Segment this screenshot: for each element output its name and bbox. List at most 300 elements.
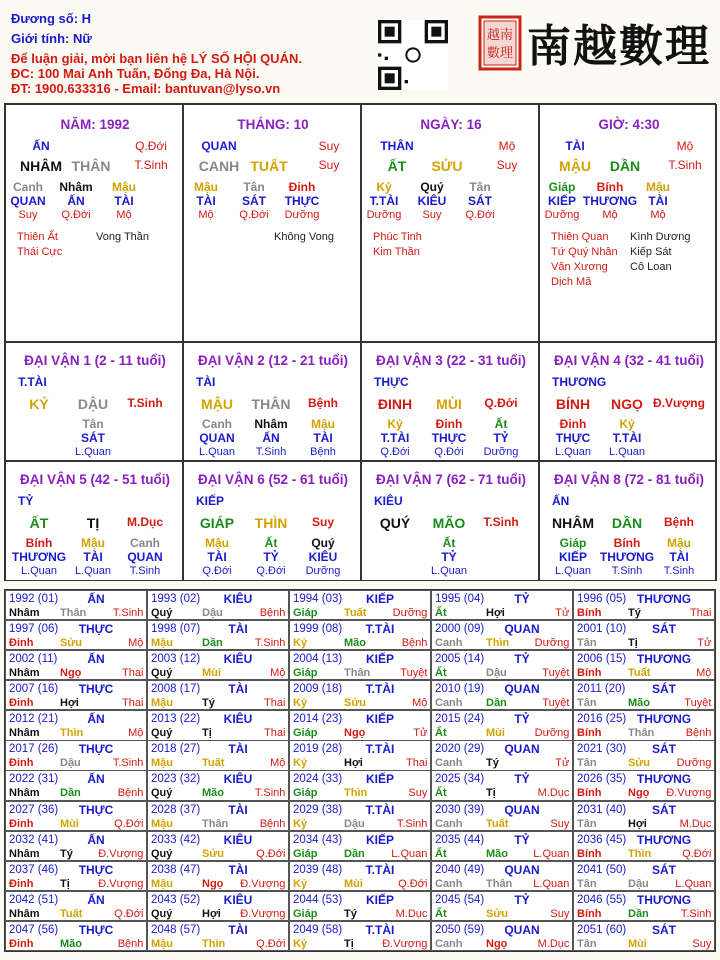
- year-branch: Tý: [486, 757, 499, 770]
- dai-van-stem: NHÂM: [552, 515, 594, 531]
- year-state: Tuyệt: [400, 667, 428, 680]
- year-cell: [147, 831, 289, 861]
- hidden-stem: Kỷ: [387, 417, 403, 431]
- than-sat-left: Thiên Ất: [17, 231, 58, 243]
- dai-van-star: THƯƠNG: [552, 375, 607, 389]
- dai-van-stem: QUÝ: [379, 515, 411, 531]
- year-cell: [147, 891, 289, 921]
- year-branch: Thân: [60, 607, 87, 619]
- dai-van-3: [361, 342, 539, 461]
- year-branch: Mùi: [60, 817, 79, 830]
- year-state: Bệnh: [117, 937, 144, 950]
- year-star: QUAN: [504, 682, 540, 697]
- year-star: THƯƠNG: [636, 592, 692, 606]
- year-label: 2009 (18): [293, 683, 343, 696]
- year-star: SÁT: [652, 802, 676, 817]
- year-stem: Giáp: [293, 667, 318, 680]
- year-branch: Tý: [60, 847, 73, 860]
- year-stem: Giáp: [293, 907, 318, 920]
- year-cell: [5, 770, 147, 800]
- year-state: Mộ: [128, 637, 144, 650]
- pillar-0: [5, 104, 183, 342]
- year-label: 2015 (24): [435, 713, 485, 726]
- year-label: 1995 (04): [435, 593, 485, 605]
- year-state: Đ.Vượng: [382, 937, 428, 950]
- year-state: Thai: [263, 727, 286, 740]
- year-label: 2002 (11): [9, 653, 58, 666]
- hidden-state: T.Sinh: [663, 565, 695, 577]
- year-stem: Giáp: [293, 847, 318, 860]
- dai-van-6: [183, 461, 361, 581]
- year-star: ẤN: [87, 712, 105, 727]
- hidden-star: TÀI: [313, 431, 333, 445]
- year-stem: Ất: [435, 847, 447, 860]
- year-stem: Mậu: [151, 877, 173, 890]
- year-star: T.TÀI: [365, 862, 395, 877]
- year-star: SÁT: [652, 922, 676, 937]
- year-cell: [573, 801, 715, 831]
- dai-van-4: [539, 342, 717, 461]
- year-stem: Canh: [435, 697, 463, 710]
- year-star: THƯƠNG: [636, 772, 692, 787]
- year-state: Dưỡng: [534, 637, 570, 650]
- year-state: L.Quan: [533, 847, 570, 860]
- year-branch: Tý: [628, 607, 641, 619]
- year-branch: Mão: [486, 847, 508, 860]
- hidden-state: Dưỡng: [305, 565, 341, 577]
- dai-van-8: [539, 461, 717, 581]
- pillar-1: [183, 104, 361, 342]
- hidden-state: L.Quan: [20, 565, 58, 577]
- year-branch: Thân: [202, 817, 229, 830]
- year-state: T.Sinh: [396, 817, 428, 830]
- year-branch: Ngọ: [344, 727, 366, 740]
- seal-logo: [478, 15, 522, 71]
- year-cell: [573, 590, 715, 620]
- year-star: TÀI: [228, 802, 248, 817]
- year-cell: [431, 740, 573, 770]
- hidden-star: SÁT: [242, 194, 266, 208]
- year-state: T.Sinh: [254, 637, 286, 650]
- year-cell: [289, 801, 431, 831]
- hidden-star: QUAN: [10, 194, 46, 208]
- year-star: TÀI: [228, 622, 248, 637]
- pillar-branch-state: T.Sinh: [668, 158, 702, 172]
- pillar-star-secondary: Mộ: [676, 139, 694, 153]
- hidden-star: TỶ: [441, 550, 457, 564]
- pillar-title: NĂM: 1992: [60, 117, 130, 132]
- year-star: THƯƠNG: [636, 832, 692, 847]
- pillar-star-secondary: Suy: [318, 139, 340, 153]
- year-branch: Mão: [628, 697, 650, 710]
- hidden-state: Dưỡng: [284, 209, 320, 221]
- year-stem: Tân: [577, 757, 597, 770]
- hidden-stem: Đinh: [559, 417, 587, 431]
- year-label: 1998 (07): [151, 623, 201, 636]
- year-cell: [5, 710, 147, 740]
- hidden-state: Bệnh: [310, 446, 336, 458]
- hidden-state: Dưỡng: [544, 209, 580, 221]
- year-label: 2017 (26): [9, 743, 59, 756]
- hidden-stem: Canh: [130, 536, 160, 550]
- year-state: Q.Đới: [114, 907, 144, 920]
- hidden-state: T.Sinh: [129, 565, 161, 577]
- year-stem: Canh: [435, 817, 463, 830]
- dai-van-title: ĐẠI VẬN 3 (22 - 31 tuổi): [375, 353, 527, 368]
- year-branch: Sửu: [486, 907, 509, 920]
- year-state: M.Dục: [679, 817, 712, 830]
- header-line-4: ĐT: 1900.633316 - Email: bantuvan@lyso.vn: [11, 81, 281, 96]
- pillar-star-secondary: Q.Đới: [135, 139, 167, 153]
- year-star: KIẾP: [365, 712, 395, 727]
- year-star: TÀI: [228, 862, 248, 877]
- hidden-state: L.Quan: [74, 446, 112, 458]
- svg-text:越南: 越南: [486, 28, 514, 43]
- year-state: Q.Đới: [398, 877, 428, 890]
- dai-van-branch-state: M.Dục: [127, 515, 163, 529]
- year-stem: Tân: [577, 937, 597, 950]
- year-state: Suy: [550, 817, 570, 830]
- year-stem: Nhâm: [9, 607, 40, 619]
- year-stem: Mậu: [151, 697, 173, 710]
- year-label: 1999 (08): [293, 623, 343, 636]
- hidden-stem: Ất: [494, 417, 508, 431]
- hidden-star: TÀI: [114, 194, 134, 208]
- hidden-state: Dưỡng: [483, 446, 519, 458]
- than-sat-left: Thái Cực: [17, 246, 63, 258]
- hidden-stem: Bính: [25, 536, 53, 550]
- year-label: 2038 (47): [151, 863, 201, 876]
- year-star: T.TÀI: [365, 922, 395, 937]
- year-star: KIẾP: [365, 592, 395, 606]
- year-stem: Đinh: [9, 937, 34, 950]
- year-stem: Quý: [151, 667, 173, 680]
- year-branch: Thân: [628, 727, 655, 740]
- hidden-star: THƯƠNG: [11, 550, 67, 564]
- year-star: THƯƠNG: [636, 652, 692, 667]
- year-state: Dưỡng: [392, 607, 428, 619]
- year-label: 2033 (42): [151, 833, 201, 846]
- year-star: QUAN: [504, 742, 540, 757]
- year-state: Thai: [121, 697, 144, 710]
- year-branch: Tý: [202, 697, 215, 710]
- year-star: ẤN: [87, 592, 105, 606]
- year-branch: Ngọ: [486, 937, 508, 950]
- year-cell: [431, 680, 573, 710]
- year-state: Thai: [405, 757, 428, 770]
- year-label: 2013 (22): [151, 713, 201, 726]
- year-branch: Tý: [344, 907, 357, 920]
- year-branch: Sửu: [628, 757, 651, 770]
- year-state: T.Sinh: [254, 787, 286, 800]
- year-cell: [573, 680, 715, 710]
- dai-van-stem: ĐINH: [377, 396, 413, 412]
- hidden-star: THƯƠNG: [582, 194, 638, 208]
- year-star: THỰC: [78, 742, 114, 757]
- hidden-state: L.Quan: [430, 565, 468, 577]
- year-state: Tử: [555, 757, 570, 770]
- hidden-star: TỶ: [263, 550, 279, 564]
- hidden-stem: Mậu: [205, 536, 229, 550]
- year-label: 2007 (16): [9, 683, 59, 696]
- hidden-state: L.Quan: [554, 446, 592, 458]
- year-state: Mộ: [412, 697, 428, 710]
- dai-van-stem: ẤT: [29, 515, 49, 531]
- year-label: 2025 (34): [435, 773, 485, 786]
- year-stem: Bính: [577, 607, 602, 619]
- year-label: 1996 (05): [577, 593, 627, 605]
- year-label: 2003 (12): [151, 653, 201, 666]
- year-state: Đ.Vượng: [240, 877, 286, 890]
- hidden-stem: Giáp: [548, 180, 576, 194]
- year-state: Tuyệt: [684, 697, 712, 710]
- year-state: L.Quan: [533, 877, 570, 890]
- brand-title: 南越數理: [527, 21, 711, 72]
- year-state: Tử: [413, 727, 428, 740]
- pillar-branch-state: Suy: [318, 158, 340, 172]
- hidden-state: Mộ: [198, 209, 214, 221]
- hidden-star: KIÊU: [308, 550, 338, 564]
- year-state: Q.Đới: [682, 847, 712, 860]
- year-branch: Dậu: [202, 607, 223, 619]
- year-branch: Dậu: [344, 817, 365, 830]
- year-label: 2019 (28): [293, 743, 343, 756]
- year-cell: [573, 650, 715, 680]
- than-sat-right: Vong Thần: [96, 231, 150, 243]
- year-star: QUAN: [504, 862, 540, 877]
- year-cell: [147, 650, 289, 680]
- year-state: L.Quan: [675, 877, 712, 890]
- year-branch: Hợi: [486, 607, 505, 619]
- year-stem: Quý: [151, 607, 173, 619]
- year-cell: [431, 861, 573, 891]
- year-label: 2006 (15): [577, 653, 627, 666]
- year-star: KIÊU: [223, 892, 253, 907]
- year-label: 2022 (31): [9, 773, 59, 786]
- year-stem: Canh: [435, 757, 463, 770]
- hidden-state: Q.Đới: [380, 446, 410, 458]
- hidden-stem: Tân: [243, 180, 265, 194]
- hidden-star: TÀI: [196, 194, 216, 208]
- year-star: THỰC: [78, 922, 114, 937]
- pillar-grid: [4, 103, 716, 581]
- year-state: M.Dục: [537, 787, 570, 800]
- year-cell: [431, 590, 573, 620]
- year-label: 2021 (30): [577, 743, 627, 756]
- year-star: QUAN: [504, 622, 540, 637]
- hidden-stem: Quý: [420, 180, 444, 194]
- hidden-star: THỰC: [431, 431, 467, 445]
- year-star: ẤN: [87, 772, 105, 787]
- annual-table: [4, 589, 716, 952]
- year-branch: Mùi: [628, 937, 647, 950]
- year-star: KIẾP: [365, 832, 395, 847]
- year-branch: Ngọ: [60, 667, 82, 680]
- year-cell: [431, 710, 573, 740]
- year-state: Mộ: [128, 727, 144, 740]
- year-state: Dưỡng: [534, 727, 570, 740]
- year-star: TỶ: [514, 892, 530, 907]
- pillar-title: NGÀY: 16: [420, 117, 482, 132]
- year-cell: [573, 620, 715, 650]
- year-label: 2000 (09): [435, 623, 485, 636]
- hidden-state: Mộ: [650, 209, 666, 221]
- dai-van-branch-state: Suy: [311, 515, 335, 529]
- year-cell: [431, 891, 573, 921]
- hidden-star: T.TÀI: [612, 431, 642, 445]
- year-label: 1993 (02): [151, 593, 201, 605]
- year-star: KIẾP: [365, 892, 395, 907]
- year-stem: Tân: [577, 817, 597, 830]
- year-star: TỶ: [514, 772, 530, 787]
- year-cell: [431, 770, 573, 800]
- hidden-stem: Mậu: [311, 417, 335, 431]
- year-stem: Tân: [577, 637, 597, 650]
- year-branch: Dần: [344, 847, 365, 860]
- year-branch: Dần: [202, 637, 223, 650]
- year-star: TỶ: [514, 832, 530, 847]
- year-star: TÀI: [228, 742, 248, 757]
- header: [0, 0, 720, 102]
- year-stem: Ất: [435, 607, 447, 619]
- year-stem: Kỷ: [293, 937, 308, 950]
- hidden-state: Q.Đới: [256, 565, 286, 577]
- hidden-state: T.Sinh: [255, 446, 287, 458]
- than-sat-right: Kiếp Sát: [630, 246, 672, 258]
- year-cell: [5, 590, 147, 620]
- year-cell: [573, 770, 715, 800]
- year-label: 2032 (41): [9, 833, 59, 846]
- hidden-star: ẤN: [262, 431, 280, 445]
- year-label: 2014 (23): [293, 713, 343, 726]
- year-branch: Tuất: [344, 607, 367, 619]
- year-cell: [147, 740, 289, 770]
- pillar-star: ẤN: [32, 139, 50, 153]
- year-cell: [289, 620, 431, 650]
- year-cell: [289, 680, 431, 710]
- dai-van-branch-state: T.Sinh: [483, 515, 519, 529]
- year-branch: Dần: [486, 697, 507, 710]
- hidden-state: L.Quan: [198, 446, 236, 458]
- dai-van-branch-state: Bệnh: [664, 515, 694, 529]
- year-branch: Thìn: [60, 727, 84, 740]
- dai-van-branch-state: Đ.Vượng: [653, 396, 705, 410]
- year-label: 1997 (06): [9, 623, 59, 636]
- pillar-branch: DẦN: [609, 158, 641, 174]
- hidden-star: T.TÀI: [380, 431, 410, 445]
- year-stem: Bính: [577, 847, 602, 860]
- dai-van-branch-state: Q.Đới: [484, 396, 518, 410]
- year-branch: Sửu: [202, 847, 225, 860]
- year-star: THỰC: [78, 862, 114, 877]
- hidden-star: TỶ: [493, 431, 509, 445]
- svg-text:數理: 數理: [486, 46, 514, 61]
- year-branch: Sửu: [344, 697, 367, 710]
- hidden-stem: Ất: [264, 536, 278, 550]
- pillar-branch: SỬU: [431, 158, 463, 174]
- year-label: 2045 (54): [435, 893, 485, 906]
- hidden-stem: Bính: [596, 180, 624, 194]
- than-sat-left: Phúc Tinh: [373, 231, 422, 243]
- year-label: 2028 (37): [151, 803, 201, 816]
- year-state: T.Sinh: [112, 757, 144, 770]
- year-stem: Quý: [151, 727, 173, 740]
- year-star: THƯƠNG: [636, 712, 692, 727]
- pillar-title: GIỜ: 4:30: [598, 117, 660, 132]
- year-branch: Thìn: [628, 847, 652, 860]
- year-stem: Đinh: [9, 697, 34, 710]
- year-label: 2024 (33): [293, 773, 343, 786]
- year-label: 2035 (44): [435, 833, 485, 846]
- dai-van-branch: MÙI: [436, 396, 462, 412]
- year-branch: Hợi: [202, 907, 221, 920]
- year-stem: Canh: [435, 637, 463, 650]
- year-star: KIẾP: [365, 652, 395, 667]
- year-stem: Tân: [577, 877, 597, 890]
- dai-van-stem: GIÁP: [199, 515, 235, 531]
- than-sat-left: Thiên Quan: [551, 231, 609, 243]
- year-stem: Giáp: [293, 787, 318, 800]
- pillar-stem: MẬU: [559, 158, 591, 174]
- pillar-branch-state: T.Sinh: [134, 158, 168, 172]
- dai-van-title: ĐẠI VẬN 7 (62 - 71 tuổi): [375, 472, 527, 487]
- year-cell: [5, 891, 147, 921]
- hidden-star: THỰC: [555, 431, 591, 445]
- dai-van-star: KIẾP: [196, 494, 225, 508]
- year-stem: Mậu: [151, 817, 173, 830]
- year-branch: Tuất: [60, 907, 83, 920]
- year-star: ẤN: [87, 652, 105, 667]
- year-state: Bệnh: [259, 817, 286, 830]
- year-cell: [289, 710, 431, 740]
- hidden-state: L.Quan: [554, 565, 592, 577]
- year-state: Tử: [555, 607, 570, 619]
- year-stem: Kỷ: [293, 637, 308, 650]
- dai-van-title: ĐẠI VẬN 2 (12 - 21 tuổi): [197, 353, 349, 368]
- year-cell: [431, 620, 573, 650]
- year-label: 2012 (21): [9, 713, 59, 726]
- year-branch: Tị: [344, 937, 354, 950]
- year-stem: Bính: [577, 907, 602, 920]
- year-label: 2029 (38): [293, 803, 343, 816]
- year-cell: [147, 801, 289, 831]
- year-star: KIÊU: [223, 652, 253, 667]
- year-branch: Mão: [344, 637, 366, 650]
- year-star: T.TÀI: [365, 802, 395, 817]
- year-branch: Tị: [486, 787, 496, 800]
- year-stem: Canh: [435, 877, 463, 890]
- year-star: QUAN: [504, 802, 540, 817]
- year-state: Mộ: [696, 667, 712, 680]
- year-stem: Tân: [577, 697, 597, 710]
- year-star: KIÊU: [223, 592, 253, 606]
- than-sat-left: Tứ Quý Nhân: [551, 246, 618, 258]
- header-line-3: ĐC: 100 Mai Anh Tuấn, Đống Đa, Hà Nội.: [11, 66, 260, 81]
- hidden-state: Q.Đới: [239, 209, 269, 221]
- year-stem: Đinh: [9, 877, 34, 890]
- year-state: Đ.Vượng: [240, 907, 286, 920]
- hidden-stem: Mậu: [667, 536, 691, 550]
- year-branch: Tuất: [628, 667, 651, 680]
- year-branch: Ngọ: [628, 787, 650, 800]
- pillar-branch: TUẤT: [250, 158, 288, 174]
- pillar-stem: ẤT: [387, 158, 407, 174]
- hidden-star: TÀI: [648, 194, 668, 208]
- year-branch: Hợi: [344, 757, 363, 770]
- year-branch: Tị: [628, 637, 638, 650]
- qr-code: [378, 20, 448, 90]
- year-stem: Bính: [577, 787, 602, 800]
